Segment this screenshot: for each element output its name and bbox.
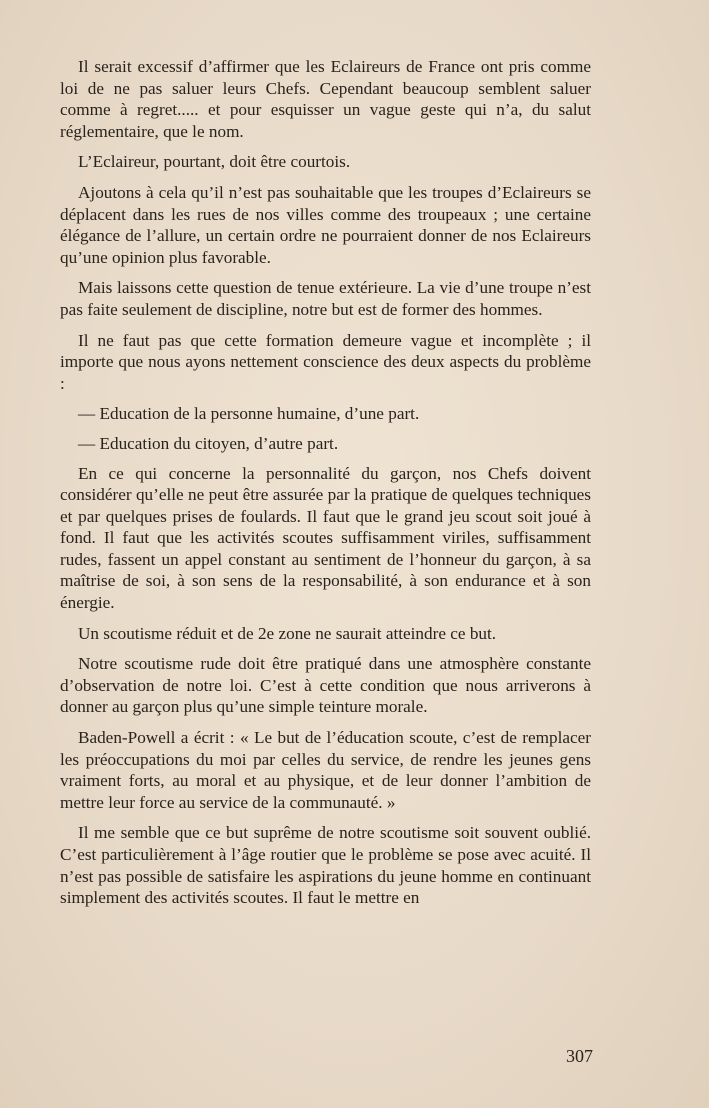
list-item-education-citoyen: — Education du citoyen, d’autre part. — [78, 433, 339, 453]
paragraph-2: L’Eclaireur, pourtant, doit être courtois. — [78, 152, 351, 172]
paragraph-quote-baden-powell: Baden-Powell a écrit : « Le but de l’éducation scoute, c’est de remplacer les préoccupations du moi par celles du service, de rendre les jeunes gens vraiment forts, au moral et au physique, et de leur donner l’ambition de mettre leur force au service de la communauté. » — [60, 728, 591, 812]
paragraph-5: Il ne faut pas que cette formation demeure vague et incomplète ; il importe que nous ayons nettement conscience des deux aspects du problème : — [60, 330, 591, 393]
paragraph-10: Notre scoutisme rude doit être pratiqué dans une atmosphère constante d’observation de notre loi. C’est à cette condition que nous arriverons à donner au garçon plus qu’une simple teinture morale. — [60, 654, 591, 717]
paragraph-1: Il serait excessif d’affirmer que les Eclaireurs de France ont pris comme loi de ne pas saluer leurs Chefs. Cependant beaucoup semblent saluer comme à regret..... et pour esquisser un vague geste qui n’a, du salut réglementaire, que le nom. — [60, 57, 591, 141]
paragraph-12: Il me semble que ce but suprême de notre scoutisme soit souvent oublié. C’est particulièrement à l’âge routier que le problème se pose avec acuité. Il n’est pas possible de satisfaire les aspirations du jeune homme en continuant simplement des activités scoutes. Il faut le mettre en — [60, 823, 591, 908]
body-text — [60, 56, 591, 918]
page-number: 307 — [566, 1046, 593, 1066]
paragraph-8: En ce qui concerne la personnalité du garçon, nos Chefs doivent considérer qu’elle ne peut être assurée par la pratique de quelques techniques et par quelques prises de foulards. Il faut que le grand jeu scout soit joué à fond. Il faut que les activités scoutes suffisamment viriles, suffisamment rudes, fassent un appel constant au sentiment de l’honneur du garçon, à sa maîtrise de soi, à son sens de la responsabilité, à son endurance et à son énergie. — [60, 463, 591, 613]
paragraph-4: Mais laissons cette question de tenue extérieure. La vie d’une troupe n’est pas faite seulement de discipline, notre but est de former des hommes. — [60, 278, 591, 319]
paragraph-9: Un scoutisme réduit et de 2e zone ne saurait atteindre ce but. — [78, 623, 497, 643]
paragraph-3: Ajoutons à cela qu’il n’est pas souhaitable que les troupes d’Eclaireurs se déplacent dans les rues de nos villes comme des troupeaux ; une certaine élégance de l’allure, un certain ordre ne pourraient donner de nos Eclaireurs qu’une opinion plus favorable. — [60, 182, 591, 267]
list-item-education-personne: — Education de la personne humaine, d’une part. — [78, 404, 420, 424]
